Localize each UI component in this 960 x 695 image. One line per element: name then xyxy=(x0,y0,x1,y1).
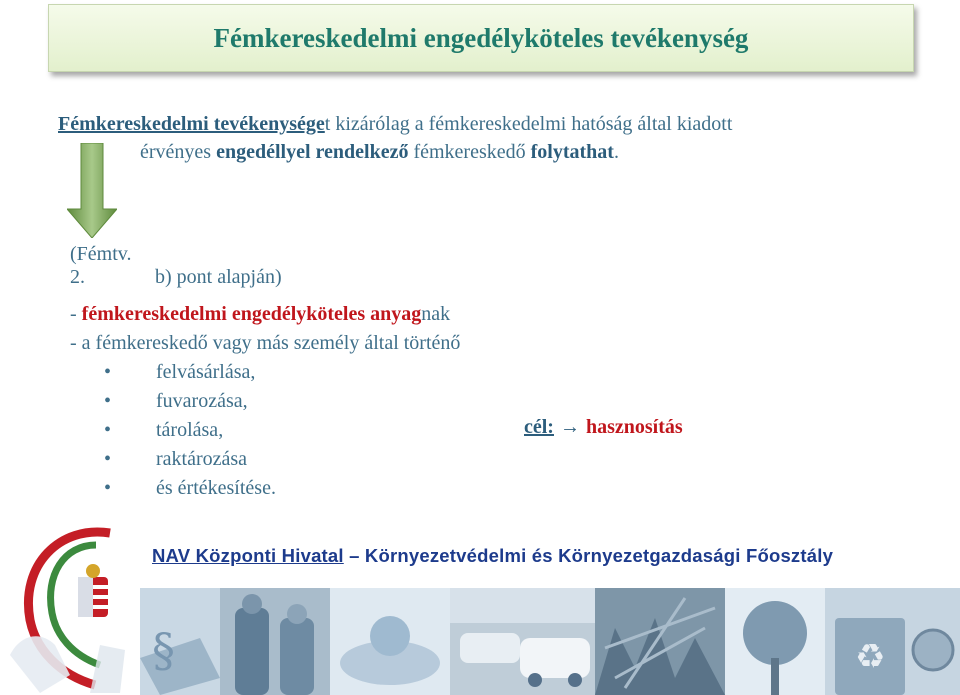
goal-value: hasznosítás xyxy=(585,416,683,438)
bullet-icon: • xyxy=(104,390,112,412)
nav-logo-icon xyxy=(0,525,140,695)
intro-text-2d: folytathat xyxy=(530,141,614,163)
footer-org: NAV Központi Hivatal xyxy=(152,545,344,566)
intro-text-1: t kizárólag a fémkereskedelmi hatóság által kiadott xyxy=(324,113,733,135)
goal-label: cél: xyxy=(524,416,554,438)
list-line-2: - a fémkereskedő vagy más személy által történő xyxy=(70,332,461,354)
activity-list xyxy=(70,300,670,503)
list-item xyxy=(70,474,670,503)
photo-hands-icon xyxy=(330,588,450,695)
bullet-icon: • xyxy=(104,448,112,470)
photo-officers-icon xyxy=(220,588,330,695)
legal-reference xyxy=(70,243,282,289)
list-item-text: és értékesítése. xyxy=(156,477,276,499)
intro-text-2c: fémkereskedő xyxy=(408,141,531,163)
photo-recycling-icon xyxy=(825,588,960,695)
bullet-icon: • xyxy=(104,361,112,383)
intro-term: Fémkereskedelmi tevékenysége xyxy=(58,113,325,135)
down-arrow-icon xyxy=(67,143,117,238)
list-line-1-prefix: - xyxy=(70,303,82,325)
list-item-text: tárolása, xyxy=(156,419,224,441)
footer-title xyxy=(152,545,833,567)
bullet-icon: • xyxy=(104,419,112,441)
intro-text-2a: érvényes xyxy=(140,141,217,163)
reference-part-1: (Fémtv. 2. xyxy=(70,243,132,288)
list-item xyxy=(70,387,670,416)
svg-text:§: § xyxy=(152,623,175,677)
intro-line-2 xyxy=(58,138,918,166)
intro-line-1 xyxy=(58,110,918,138)
photo-cars-icon xyxy=(450,588,595,695)
footer-dash: – xyxy=(343,545,365,566)
reference-part-2: b) pont alapján) xyxy=(155,266,282,288)
right-arrow-icon: → xyxy=(559,416,580,438)
list-item xyxy=(70,358,670,387)
list-item xyxy=(70,445,670,474)
intro-paragraph xyxy=(58,110,918,166)
list-line-1-suffix: nak xyxy=(421,303,451,325)
photo-paragraph-icon xyxy=(140,588,220,695)
goal-statement xyxy=(524,416,683,439)
list-line-1-red: fémkereskedelmi engedélyköteles anyag xyxy=(81,303,422,325)
list-line-1 xyxy=(70,300,670,329)
list-item-text: raktározása xyxy=(156,448,248,470)
photo-strip xyxy=(140,588,960,695)
bullet-icon: • xyxy=(104,477,112,499)
list-item-text: felvásárlása, xyxy=(156,361,256,383)
intro-text-2b: engedéllyel rendelkező xyxy=(216,141,409,163)
intro-text-2e: . xyxy=(613,141,619,163)
title-box xyxy=(48,4,914,72)
photo-scrap-metal-icon xyxy=(595,588,725,695)
photo-tree-icon xyxy=(725,588,825,695)
footer-dept: Környezetvédelmi és Környezetgazdasági Főosztály xyxy=(364,545,834,566)
svg-text:♻: ♻ xyxy=(855,637,886,677)
list-item-text: fuvarozása, xyxy=(156,390,248,412)
page-title: Fémkereskedelmi engedélyköteles tevékenység xyxy=(213,22,749,53)
